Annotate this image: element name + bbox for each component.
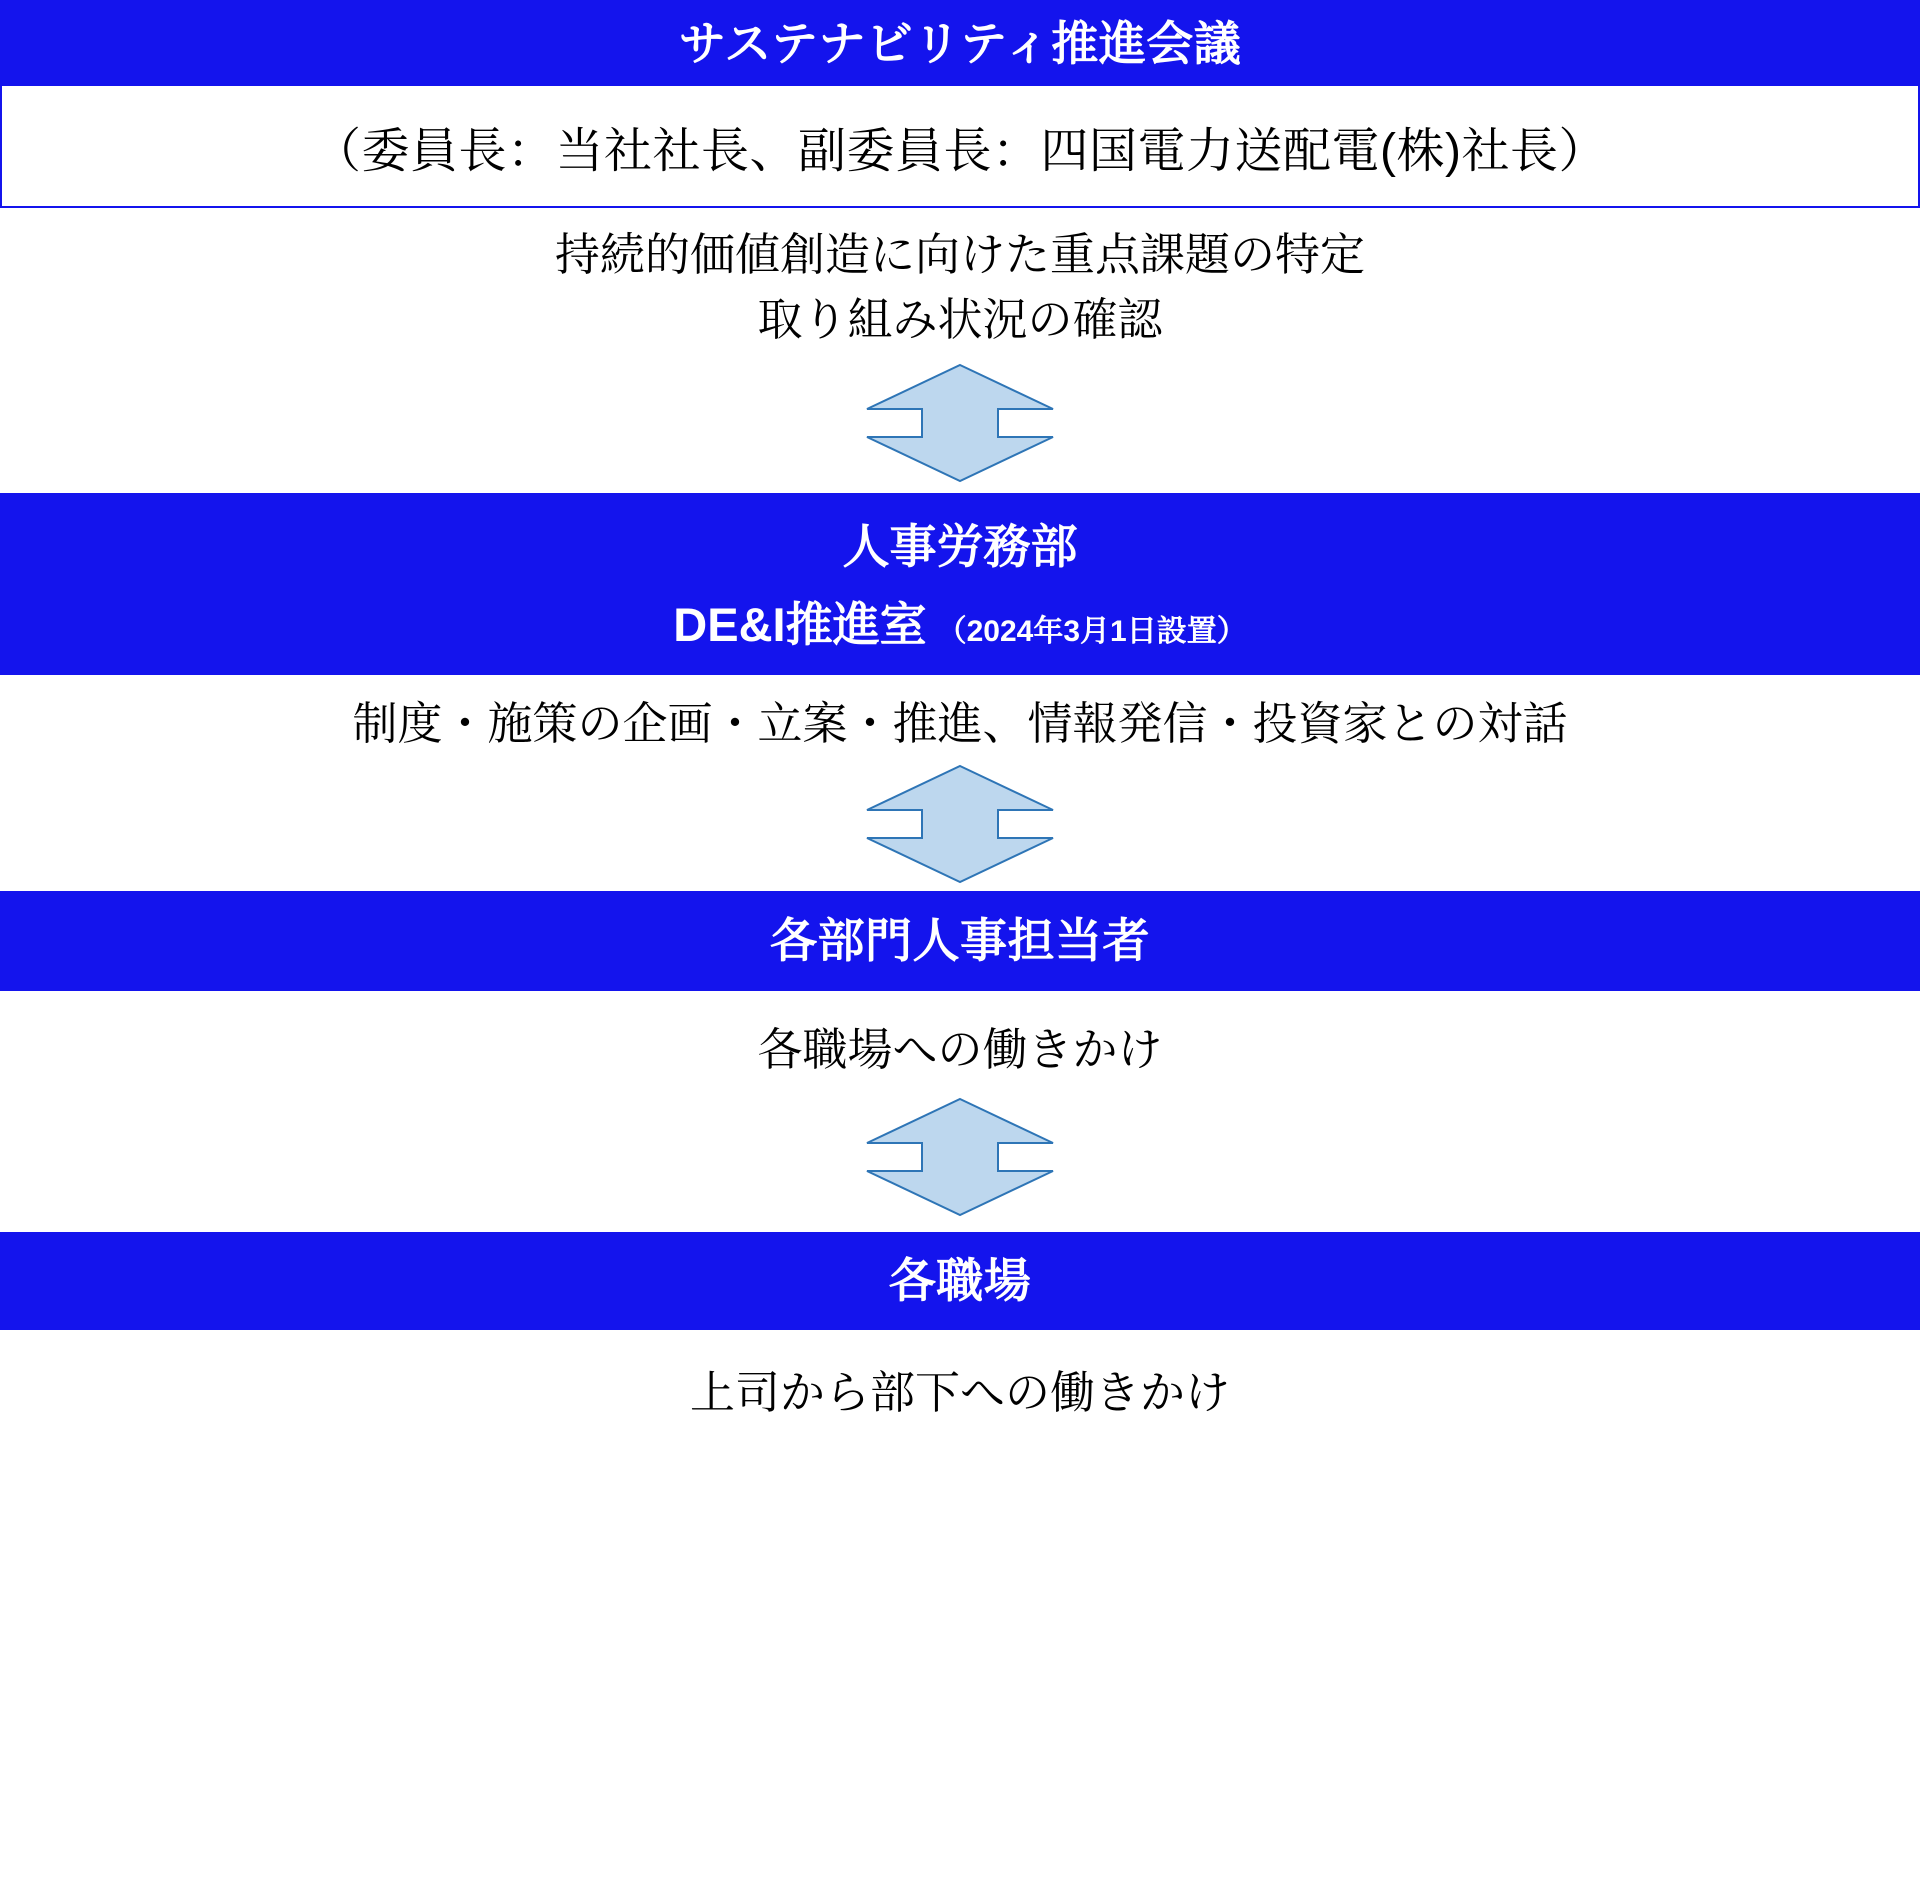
double-arrow-3: [0, 1082, 1920, 1232]
band-sustainability-meeting: [0, 0, 1920, 86]
note-line: 取り組み状況の確認: [757, 294, 1163, 346]
band-department-hr-staff: [0, 891, 1920, 991]
note-line: 持続的価値創造に向けた重点課題の特定: [554, 229, 1365, 280]
band-title-hr-department: 人事労務部: [842, 519, 1078, 573]
band-title-dei-office-row: [0, 597, 1920, 653]
note-line: 上司から部下への働きかけ: [689, 1366, 1230, 1418]
section-sustainability-meeting: [0, 0, 1920, 353]
subbox-chair-info-text: （委員長：当社社長、副委員長：四国電力送配電(株)社長）: [313, 124, 1607, 178]
section-hr-department: [0, 493, 1920, 757]
note-line: 制度・施策の企画・立案・推進、情報発信・投資家との対話: [352, 698, 1568, 750]
double-arrow-icon: [865, 1097, 1055, 1217]
band-title-department-hr-staff: 各部門人事担当者: [770, 914, 1150, 968]
section-workplaces: [0, 1232, 1920, 1425]
band-hr-department: [0, 493, 1920, 676]
double-arrow-1: [0, 353, 1920, 493]
double-arrow-2: [0, 757, 1920, 891]
band-title-dei-office-note: （2024年3月1日設置）: [936, 614, 1247, 648]
band-title-workplaces: 各職場: [888, 1254, 1032, 1308]
band-title-dei-office: DE&I推進室: [673, 597, 927, 651]
band-workplaces: [0, 1232, 1920, 1330]
double-arrow-icon: [865, 764, 1055, 884]
section-department-hr-staff: [0, 891, 1920, 1082]
band-title-sustainability-meeting: サステナビリティ推進会議: [678, 16, 1242, 70]
double-arrow-icon: [865, 363, 1055, 483]
subbox-chair-info: [0, 86, 1920, 208]
note-line: 各職場への働きかけ: [757, 1023, 1163, 1075]
notes-sustainability-meeting: [0, 208, 1920, 353]
